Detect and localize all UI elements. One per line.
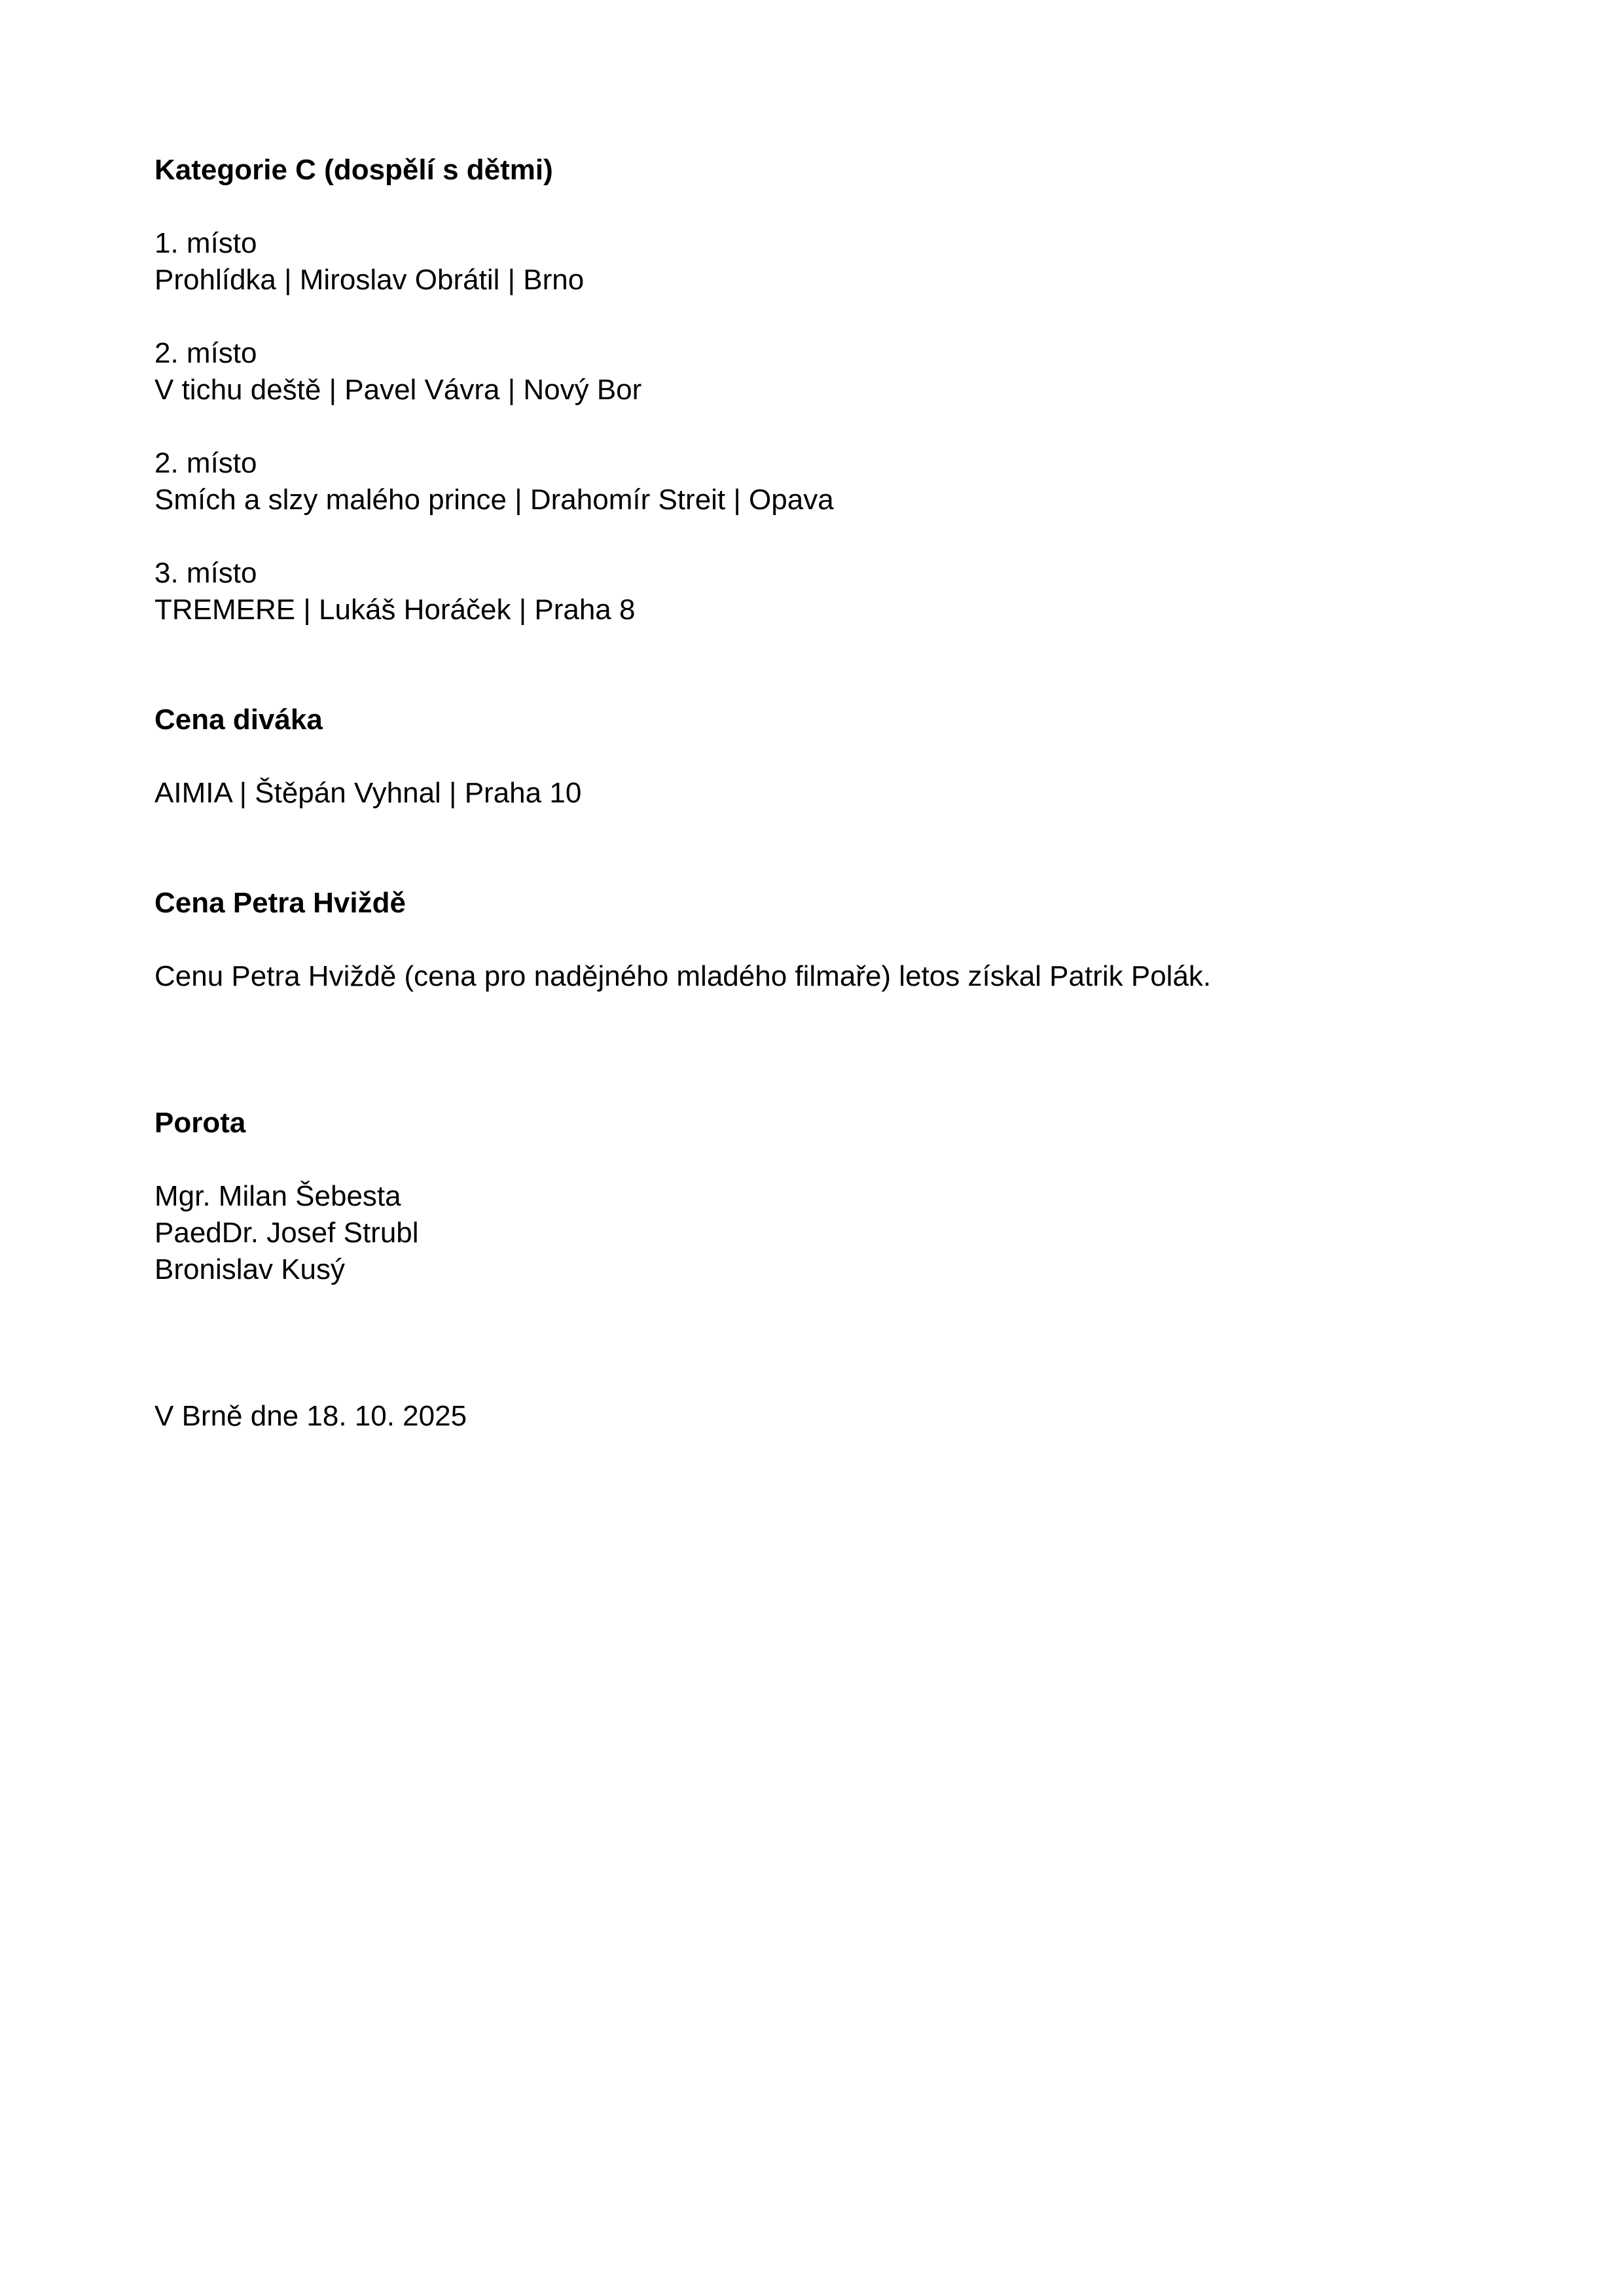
place-entry: TREMERE | Lukáš Horáček | Praha 8	[154, 594, 636, 626]
place-label: 2. místo	[154, 337, 257, 369]
place-label: 2. místo	[154, 447, 257, 479]
spacer	[154, 738, 1464, 775]
spacer	[154, 298, 1464, 335]
petr-hvizde-award-heading: Cena Petra Hviždě	[154, 887, 406, 919]
jury-member: Bronislav Kusý	[154, 1253, 346, 1285]
document-content	[154, 152, 1464, 1435]
jury-member: Mgr. Milan Šebesta	[154, 1180, 401, 1212]
place-entry: Prohlídka | Miroslav Obrátil | Brno	[154, 264, 585, 296]
spacer	[154, 408, 1464, 445]
place-date-line: V Brně dne 18. 10. 2025	[154, 1400, 467, 1432]
spacer	[154, 1141, 1464, 1178]
place-entry: Smích a slzy malého prince | Drahomír Streit | Opava	[154, 484, 834, 516]
spacer	[154, 518, 1464, 555]
jury-member: PaedDr. Josef Strubl	[154, 1217, 419, 1249]
audience-award-heading: Cena diváka	[154, 704, 323, 736]
spacer	[154, 628, 1464, 702]
spacer	[154, 922, 1464, 958]
jury-heading: Porota	[154, 1107, 246, 1139]
spacer	[154, 812, 1464, 885]
spacer	[154, 995, 1464, 1105]
spacer	[154, 1288, 1464, 1398]
place-label: 3. místo	[154, 557, 257, 589]
category-c-heading: Kategorie C (dospělí s dětmi)	[154, 154, 553, 186]
place-label: 1. místo	[154, 227, 257, 259]
spacer	[154, 188, 1464, 225]
place-entry: V tichu deště | Pavel Vávra | Nový Bor	[154, 374, 642, 406]
audience-award-entry: AIMIA | Štěpán Vyhnal | Praha 10	[154, 777, 582, 809]
petr-hvizde-award-text: Cenu Petra Hviždě (cena pro nadějného mladého filmaře) letos získal Patrik Polák.	[154, 960, 1212, 992]
